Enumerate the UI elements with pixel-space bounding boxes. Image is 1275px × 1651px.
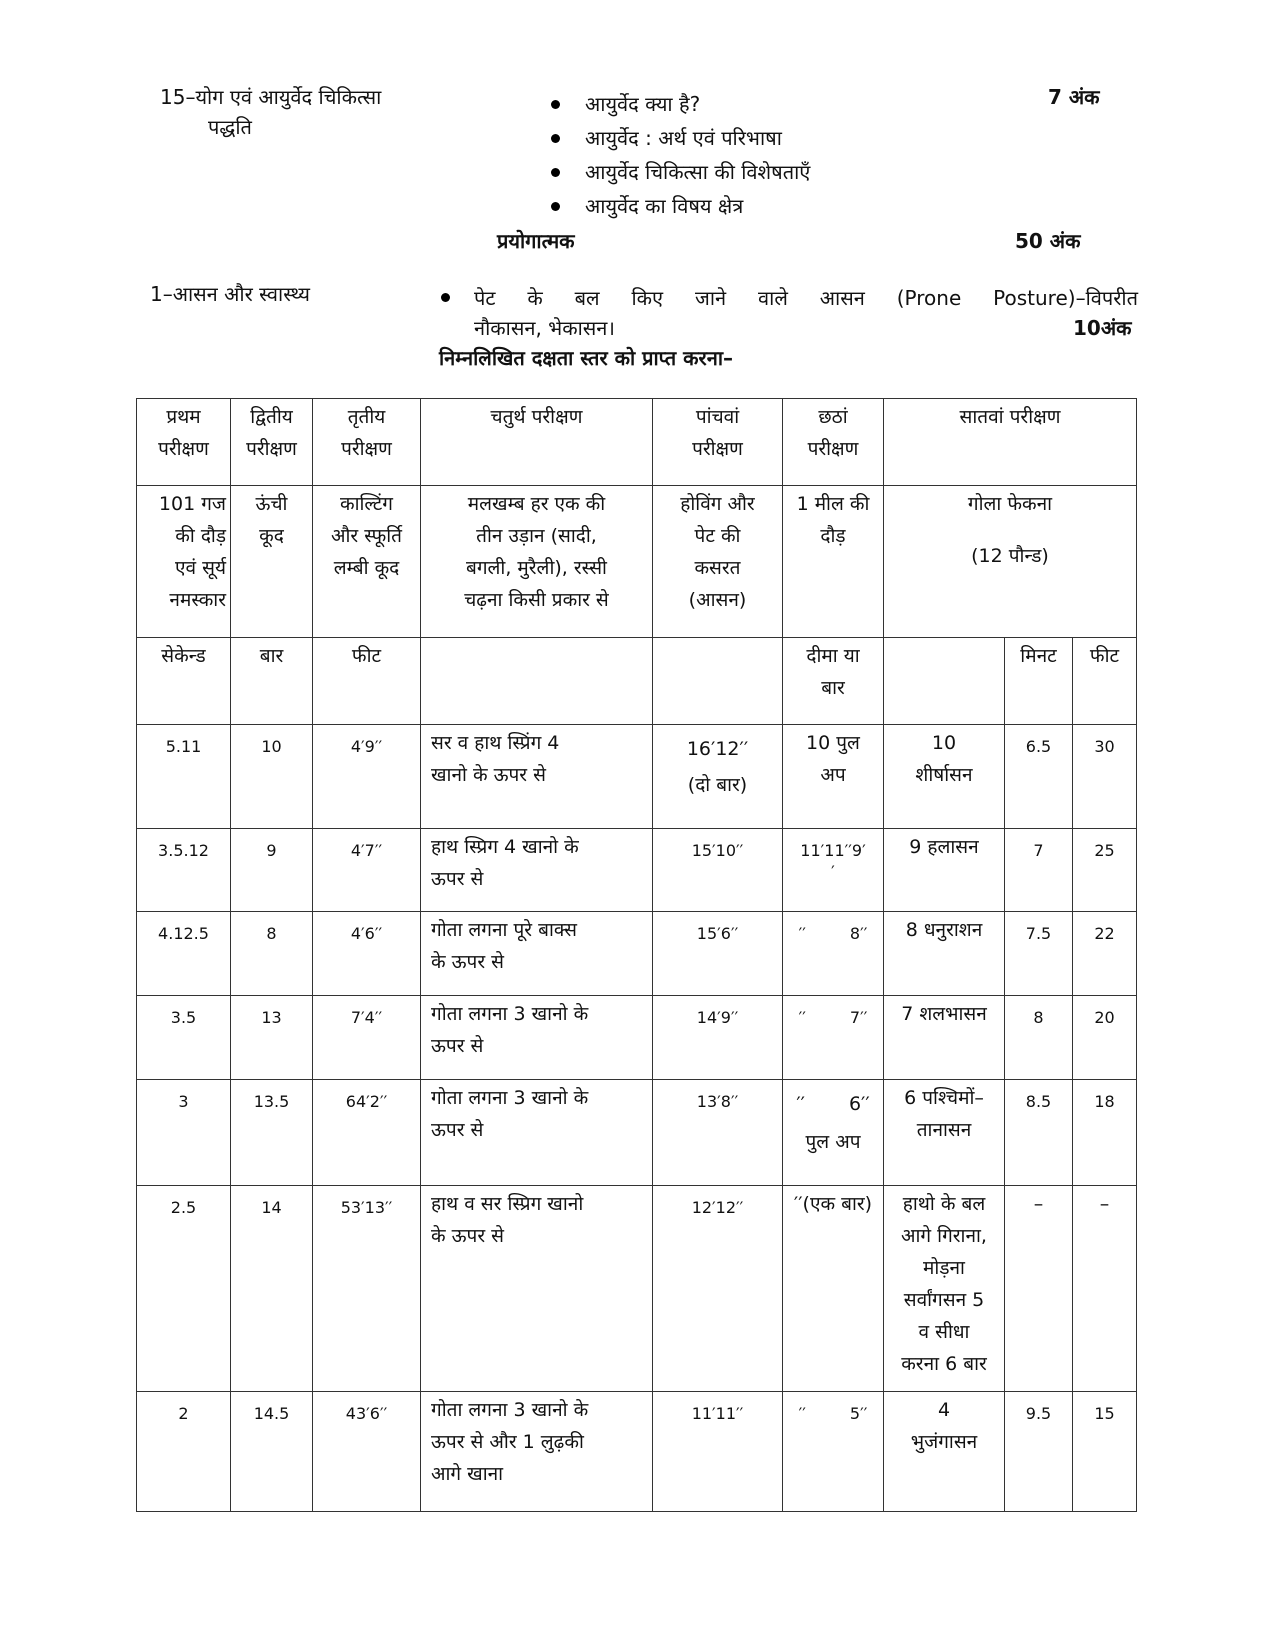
row-cell: 5.11 (137, 725, 231, 829)
header-cell: सातवां परीक्षण (884, 399, 1137, 486)
row-cell: 2 (137, 1392, 231, 1512)
row-cell: 8 धनुराशन (884, 912, 1005, 996)
row-cell: हाथ व सर स्प्रिग खानो के ऊपर से (421, 1186, 653, 1392)
header-cell: प्रथम परीक्षण (137, 399, 231, 486)
practical-label: प्रयोगात्मक (497, 229, 575, 253)
unit-cell (421, 638, 653, 725)
table-row (137, 912, 1137, 996)
event-cell: होविंग और पेट की कसरत (आसन) (653, 486, 783, 638)
row-cell: 43′6′′ (313, 1392, 421, 1512)
event-cell: मलखम्ब हर एक की तीन उड़ान (सादी, बगली, मुरैली), रस्सी चढ़ना किसी प्रकार से (421, 486, 653, 638)
asana-bullet-line1: पेट के बल किए जाने वाले आसन (Prone Posture)–विपरीत (474, 286, 1138, 310)
row-cell: 14.5 (231, 1392, 313, 1512)
row-cell: 22 (1073, 912, 1137, 996)
row-cell: 10 पुल अप (783, 725, 884, 829)
row-cell: 13.5 (231, 1080, 313, 1186)
row-cell: – (1005, 1186, 1073, 1392)
row-cell: 18 (1073, 1080, 1137, 1186)
table-row (137, 1080, 1137, 1186)
row-cell: – (1073, 1186, 1137, 1392)
table-row (137, 1186, 1137, 1392)
row-cell: 6 पश्चिमों– तानासन (884, 1080, 1005, 1186)
event-cell: ऊंची कूद (231, 486, 313, 638)
bullet-icon (551, 134, 560, 143)
row-cell: हाथो के बल आगे गिराना, मोड़ना सर्वांगसन 5 व सीधा करना 6 बार (884, 1186, 1005, 1392)
row-cell: ′′ 5′′ (783, 1392, 884, 1512)
row-cell: 4′7′′ (313, 829, 421, 912)
row-cell: ′′ 7′′ (783, 996, 884, 1080)
header-cell: छठां परीक्षण (783, 399, 884, 486)
bullet-icon (551, 202, 560, 211)
row-cell: 64′2′′ (313, 1080, 421, 1186)
asana-title: 1–आसन और स्वास्थ्य (150, 282, 310, 306)
unit-cell: फीट (313, 638, 421, 725)
row-cell: 13 (231, 996, 313, 1080)
unit-cell: दीमा या बार (783, 638, 884, 725)
row-cell: गोता लगना 3 खानो के ऊपर से (421, 996, 653, 1080)
row-cell: 16′12′′ (दो बार) (653, 725, 783, 829)
row-cell: ′′ 8′′ (783, 912, 884, 996)
topic-title (160, 82, 381, 142)
topic-title-line1: 15–योग एवं आयुर्वेद चिकित्सा (160, 85, 382, 109)
row-cell: 4 भुजंगासन (884, 1392, 1005, 1512)
row-cell: 14′9′′ (653, 996, 783, 1080)
row-cell: 7 शलभासन (884, 996, 1005, 1080)
header-cell: पांचवां परीक्षण (653, 399, 783, 486)
table-row (137, 1392, 1137, 1512)
row-cell: 10 (231, 725, 313, 829)
row-cell: 7 (1005, 829, 1073, 912)
unit-cell: बार (231, 638, 313, 725)
row-cell: 15 (1073, 1392, 1137, 1512)
asana-bullet-line2: नौकासन, भेकासन। (474, 316, 615, 340)
unit-cell (884, 638, 1005, 725)
practical-marks: 50 अंक (1015, 229, 1081, 253)
header-cell: द्वितीय परीक्षण (231, 399, 313, 486)
table-unit-row (137, 638, 1137, 725)
row-cell: 3.5 (137, 996, 231, 1080)
row-cell: 8.5 (1005, 1080, 1073, 1186)
row-cell: 3.5.12 (137, 829, 231, 912)
row-cell: 3 (137, 1080, 231, 1186)
row-cell: गोता लगना 3 खानो के ऊपर से और 1 लुढ़की आगे खाना (421, 1392, 653, 1512)
bullet-icon (441, 293, 450, 302)
event-cell: गोला फेकना (12 पौन्ड) (884, 486, 1137, 638)
row-cell: 2.5 (137, 1186, 231, 1392)
row-cell: 53′13′′ (313, 1186, 421, 1392)
table-row (137, 996, 1137, 1080)
list-item: आयुर्वेद का विषय क्षेत्र (585, 191, 743, 221)
row-cell: गोता लगना 3 खानो के ऊपर से (421, 1080, 653, 1186)
table-event-row (137, 486, 1137, 638)
event-cell: 1 मील की दौड़ (783, 486, 884, 638)
row-cell: 13′8′′ (653, 1080, 783, 1186)
event-cell: 101 गज की दौड़ एवं सूर्य नमस्कार (137, 486, 231, 638)
row-cell: गोता लगना पूरे बाक्स के ऊपर से (421, 912, 653, 996)
row-cell: 11′11′′9′ ′ (783, 829, 884, 912)
row-cell: सर व हाथ स्प्रिंग 4 खानो के ऊपर से (421, 725, 653, 829)
topic-marks: 7 अंक (1048, 85, 1100, 109)
row-cell: 4.12.5 (137, 912, 231, 996)
list-item: आयुर्वेद : अर्थ एवं परिभाषा (585, 123, 782, 153)
row-cell: 8 (1005, 996, 1073, 1080)
row-cell: हाथ स्प्रिग 4 खानो के ऊपर से (421, 829, 653, 912)
list-item: आयुर्वेद क्या है? (585, 89, 700, 119)
row-cell: 30 (1073, 725, 1137, 829)
bullet-icon (551, 100, 560, 109)
row-cell: 9 (231, 829, 313, 912)
bullet-icon (551, 168, 560, 177)
unit-cell (653, 638, 783, 725)
row-cell: 6.5 (1005, 725, 1073, 829)
row-cell: 4′9′′ (313, 725, 421, 829)
topic-bullet-list (585, 89, 985, 229)
row-cell: 14 (231, 1186, 313, 1392)
event-cell: काल्टिंग और स्फूर्ति लम्बी कूद (313, 486, 421, 638)
header-cell: तृतीय परीक्षण (313, 399, 421, 486)
topic-title-line2: पद्धति (208, 115, 252, 139)
row-cell: 25 (1073, 829, 1137, 912)
table-header-row (137, 399, 1137, 486)
unit-cell: फीट (1073, 638, 1137, 725)
row-cell: ′′ 6′′ पुल अप (783, 1080, 884, 1186)
row-cell: 4′6′′ (313, 912, 421, 996)
row-cell: 9 हलासन (884, 829, 1005, 912)
row-cell: 12′12′′ (653, 1186, 783, 1392)
row-cell: 10 शीर्षासन (884, 725, 1005, 829)
table-row (137, 829, 1137, 912)
unit-cell: मिनट (1005, 638, 1073, 725)
row-cell: 20 (1073, 996, 1137, 1080)
asana-marks: 10अंक (1073, 316, 1132, 340)
row-cell: 7.5 (1005, 912, 1073, 996)
fitness-table (136, 398, 1137, 1512)
list-item: आयुर्वेद चिकित्सा की विशेषताएँ (585, 157, 810, 187)
row-cell: 7′4′′ (313, 996, 421, 1080)
row-cell: ′′(एक बार) (783, 1186, 884, 1392)
instruction: निम्नलिखित दक्षता स्तर को प्राप्त करना– (439, 346, 733, 370)
row-cell: 8 (231, 912, 313, 996)
row-cell: 9.5 (1005, 1392, 1073, 1512)
table-row (137, 725, 1137, 829)
unit-cell: सेकेन्ड (137, 638, 231, 725)
row-cell: 15′10′′ (653, 829, 783, 912)
row-cell: 15′6′′ (653, 912, 783, 996)
row-cell: 11′11′′ (653, 1392, 783, 1512)
header-cell: चतुर्थ परीक्षण (421, 399, 653, 486)
